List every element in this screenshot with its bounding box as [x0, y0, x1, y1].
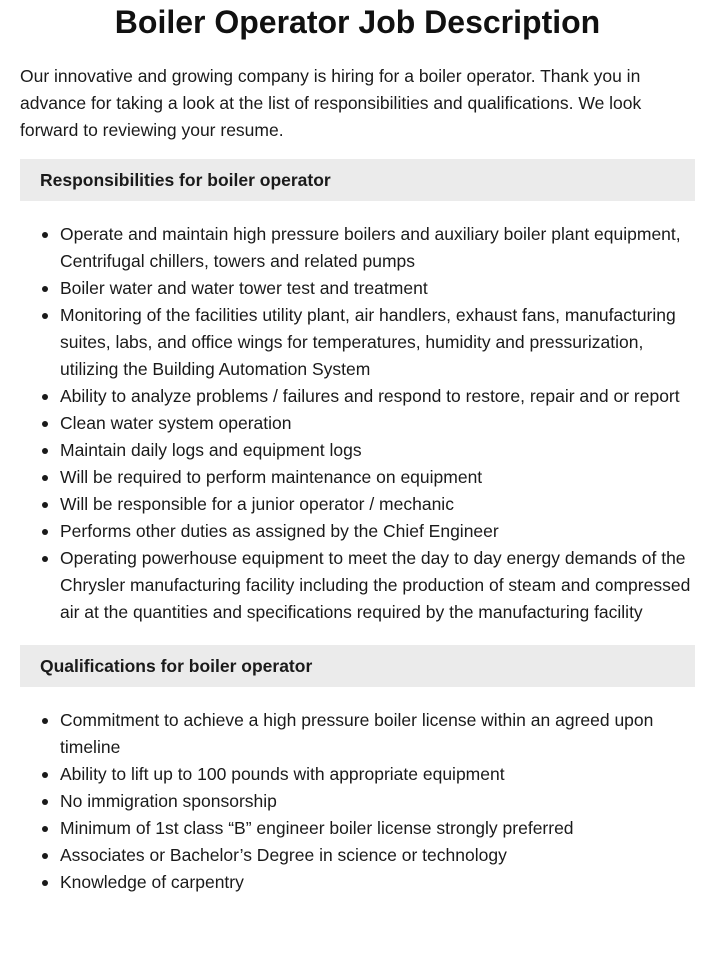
- qualifications-list: [20, 707, 695, 896]
- list-item: [60, 275, 695, 302]
- list-item: [60, 410, 695, 437]
- list-item-text: No immigration sponsorship: [60, 791, 277, 811]
- list-item-text: Minimum of 1st class “B” engineer boiler license strongly preferred: [60, 818, 574, 838]
- list-item: [60, 545, 695, 626]
- list-item: [60, 464, 695, 491]
- intro-paragraph: Our innovative and growing company is hiring for a boiler operator. Thank you in advance for taking a look at the list of responsibilities and qualifications. We look forward to reviewing your resume.: [20, 66, 642, 140]
- list-item-text: Operate and maintain high pressure boilers and auxiliary boiler plant equipment, Centrifugal chillers, towers and related pumps: [60, 224, 681, 271]
- list-item-text: Performs other duties as assigned by the Chief Engineer: [60, 521, 499, 541]
- list-item: [60, 491, 695, 518]
- list-item-text: Clean water system operation: [60, 413, 292, 433]
- list-item-text: Associates or Bachelor’s Degree in science or technology: [60, 845, 507, 865]
- list-item: [60, 842, 695, 869]
- qualifications-heading: Qualifications for boiler operator: [20, 645, 695, 687]
- list-item-text: Ability to lift up to 100 pounds with appropriate equipment: [60, 764, 505, 784]
- list-item: [60, 869, 695, 896]
- list-item: [60, 437, 695, 464]
- job-description-page: [20, 0, 695, 896]
- list-item: [60, 707, 695, 761]
- list-item: [60, 815, 695, 842]
- list-item-text: Will be required to perform maintenance on equipment: [60, 467, 483, 487]
- list-item: [60, 302, 695, 383]
- list-item-text: Boiler water and water tower test and treatment: [60, 278, 428, 298]
- list-item-text: Operating powerhouse equipment to meet the day to day energy demands of the Chrysler manufacturing facility including the production of steam and compressed air at the quantities and specifications required by the manufacturing facility: [60, 548, 691, 622]
- responsibilities-list: [20, 221, 695, 626]
- list-item-text: Will be responsible for a junior operator / mechanic: [60, 494, 454, 514]
- list-item-text: Monitoring of the facilities utility plant, air handlers, exhaust fans, manufacturing suites, labs, and office wings for temperatures, humidity and pressurization, utilizing the Building Automation System: [60, 305, 676, 379]
- list-item: [60, 788, 695, 815]
- list-item: [60, 221, 695, 275]
- list-item-text: Commitment to achieve a high pressure boiler license within an agreed upon timeline: [60, 710, 654, 757]
- list-item: [60, 383, 695, 410]
- list-item-text: Knowledge of carpentry: [60, 872, 244, 892]
- list-item-text: Maintain daily logs and equipment logs: [60, 440, 362, 460]
- list-item-text: Ability to analyze problems / failures and respond to restore, repair and or report: [60, 386, 680, 406]
- page-title: Boiler Operator Job Description: [114, 4, 601, 40]
- responsibilities-heading: Responsibilities for boiler operator: [20, 159, 695, 201]
- list-item: [60, 518, 695, 545]
- list-item: [60, 761, 695, 788]
